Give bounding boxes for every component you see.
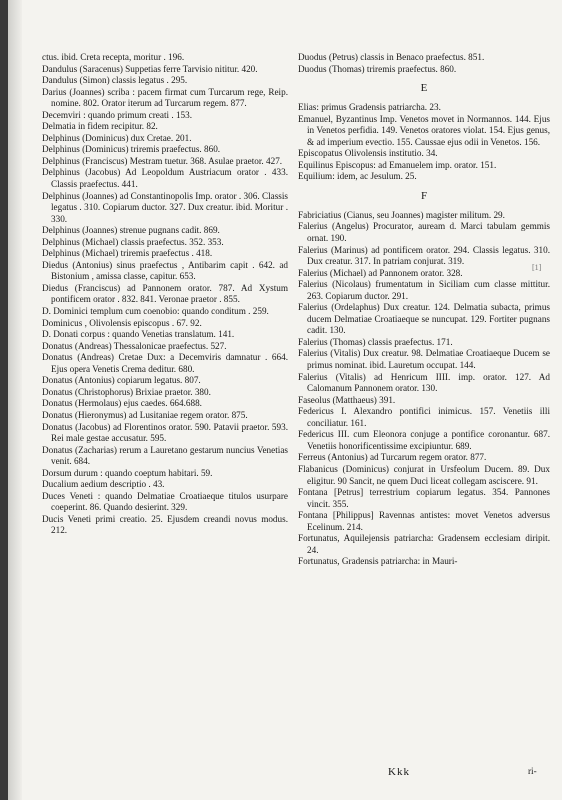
index-entry: Delphinus (Michael) classis praefectus. 352. 353. xyxy=(42,236,224,247)
index-entry: Decemviri : quando primum creati . 153. xyxy=(42,109,193,120)
index-entry: Delphinus (Michael) triremis praefectus . 418. xyxy=(42,248,213,259)
index-entry: Delphinus (Joannes) strenue pugnans cadit. 869. xyxy=(42,225,220,236)
index-entry: Fontana [Philippus] Ravennas antistes: movet Venetos adversus Ecelinum. 214. xyxy=(298,510,550,532)
index-entry: Federicus III. cum Eleonora conjuge a pontifice coronantur. 687. Venetiis honorificentissime excipiuntur. 689. xyxy=(298,429,550,451)
signature-mark: Kkk xyxy=(388,766,410,778)
index-entry: Delphinus (Jacobus) Ad Leopoldum Austriacum orator . 433. Classis praefectus. 441. xyxy=(42,167,288,190)
index-entry: Elias: primus Gradensis patriarcha. 23. xyxy=(298,102,441,113)
index-column-right xyxy=(298,52,550,568)
index-entry: Donatus (Jacobus) ad Florentinos orator. 590. Patavii praetor. 593. Rei male gestae accusatur. 595. xyxy=(42,421,288,444)
index-entry: Falerius (Angelus) Procurator, auream d. Marci tabulam gemmis ornat. 190. xyxy=(298,221,550,244)
catchword: ri- xyxy=(528,766,537,776)
index-entry: Dandulus (Saracenus) Suppetias ferre Tarvisio nititur. 420. xyxy=(42,63,258,74)
index-entry: Diedus (Antonius) sinus praefectus , Antibarim capit . 642. ad Bistonium , amissa classe, capitur. 653. xyxy=(42,259,288,282)
index-column-left xyxy=(42,52,288,537)
index-entry: Darius (Joannes) scriba : pacem firmat cum Turcarum rege, Reip. nomine. 802. Orator iterum ad Turcarum regem. 877. xyxy=(42,86,288,109)
index-entry: D. Donati corpus : quando Venetias translatum. 141. xyxy=(42,329,235,340)
index-entry: ctus. ibid. Creta recepta, moritur . 196. xyxy=(42,52,185,62)
index-entry: Ducalium aedium descriptio . 43. xyxy=(42,479,165,490)
index-entry: Equilium: idem, ac Jesulum. 25. xyxy=(298,171,417,182)
index-entry: Dandulus (Simon) classis legatus . 295. xyxy=(42,75,188,86)
index-entry: Ducis Veneti primi creatio. 25. Ejusdem creandi novus modus. 212. xyxy=(42,513,288,536)
index-entry: Duodus (Thomas) triremis praefectus. 860. xyxy=(298,63,457,74)
index-entry: Delphinus (Franciscus) Mestram tuetur. 368. Asulae praetor. 427. xyxy=(42,155,283,166)
index-entry: Equilinus Episcopus: ad Emanuelem imp. orator. 151. xyxy=(298,159,497,170)
index-entry: Delphinus (Joannes) ad Constantinopolis Imp. orator . 306. Classis legatus . 310. Copiarum ductor. 327. Dux creatur. ibid. Moritur . 330. xyxy=(42,190,288,224)
index-entry: Duces Veneti : quando Delmatiae Croatiaeque titulos usurpare coeperint. 86. Quando desierint. 329. xyxy=(42,490,288,513)
index-entry: Donatus (Christophorus) Brixiae praetor. 380. xyxy=(42,386,211,397)
index-entry: Delphinus (Dominicus) triremis praefectus. 860. xyxy=(42,144,221,155)
index-entry: Fontana [Petrus] terrestrium copiarum legatus. 354. Pannones vincit. 355. xyxy=(298,487,550,509)
index-entry: Dominicus , Olivolensis episcopus . 67. 92. xyxy=(42,317,202,328)
index-entry: Federicus I. Alexandro pontifici inimicus. 157. Venetiis illi conciliatur. 161. xyxy=(298,406,550,428)
index-entry: Delphinus (Dominicus) dux Cretae. 201. xyxy=(42,132,192,143)
index-entry: Donatus (Andreas) Cretae Dux: a Decemviris damnatur . 664. Ejus opera Venetis Crema deditur. 680. xyxy=(42,352,288,374)
index-entry: Falerius (Vitalis) Dux creatur. 98. Delmatiae Croatiaeque Ducem se primus nominat. ibid. Lauretum occupat. 144. xyxy=(298,348,550,371)
index-entry: Falerius (Vitalis) ad Henricum IIII. imp. orator. 127. Ad Calomanum Pannonem orator. 130. xyxy=(298,371,550,394)
index-entry: Donatus (Hieronymus) ad Lusitaniae regem orator. 875. xyxy=(42,409,248,420)
index-entry: Donatus (Zacharias) rerum a Lauretano gestarum nuncius Venetias venit. 684. xyxy=(42,444,288,467)
index-entry: Falerius (Marinus) ad pontificem orator. 294. Classis legatus. 310. Dux creatur. 317. In patriam conjurat. 319. xyxy=(298,244,550,267)
book-page xyxy=(8,0,562,800)
section-letter-f: F xyxy=(420,189,428,202)
index-entry: Faseolus (Matthaeus) 391. xyxy=(298,394,396,405)
index-entry: Dorsum durum : quando coeptum habitari. 59. xyxy=(42,467,213,478)
index-entry: Fortunatus, Aquilejensis patriarcha: Gradensem ecclesiam diripit. 24. xyxy=(298,533,550,555)
index-entry: Flabanicus (Dominicus) conjurat in Ursfeolum Ducem. 89. Dux eligitur. 90 Sancit, ne quem Duci liceat collegam asciscere. 91. xyxy=(298,463,550,486)
index-entry: Donatus (Antonius) copiarum legatus. 807. xyxy=(42,375,201,386)
page-spine xyxy=(8,0,22,800)
index-entry: Donatus (Hermolaus) ejus caedes. 664.688. xyxy=(42,398,202,409)
index-entry: Falerius (Nicolaus) frumentatum in Siciliam cum classe mittitur. 263. Copiarum ductor. 291. xyxy=(298,279,550,301)
index-entry: Fabriciatius (Cianus, seu Joannes) magister militum. 29. xyxy=(298,209,505,220)
index-group-f xyxy=(298,210,550,568)
index-entry: Falerius (Michael) ad Pannonem orator. 328. xyxy=(298,267,463,278)
index-entry: Episcopatus Olivolensis institutio. 34. xyxy=(298,148,438,159)
index-entry: D. Dominici templum cum coenobio: quando conditum . 259. xyxy=(42,306,269,317)
index-entry: Falerius (Thomas) classis praefectus. 171. xyxy=(298,336,453,347)
index-entry: Delmatia in fidem recipitur. 82. xyxy=(42,121,158,132)
index-entry: Fortunatus, Gradensis patriarcha: in Mauri- xyxy=(298,556,458,567)
index-group-e xyxy=(298,102,550,183)
index-entry: Diedus (Franciscus) ad Pannonem orator. 787. Ad Xystum pontificem orator . 832. 841. Veronae praetor . 855. xyxy=(42,282,288,305)
section-letter-e: E xyxy=(420,82,428,95)
index-entry: Ferreus (Antonius) ad Turcarum regem orator. 877. xyxy=(298,452,487,463)
margin-bracket-mark: [1] xyxy=(532,263,542,272)
index-entry: Donatus (Andreas) Thessalonicae praefectus. 527. xyxy=(42,340,227,351)
index-entry: Duodus (Petrus) classis in Benaco praefectus. 851. xyxy=(298,52,485,62)
index-entry: Emanuel, Byzantinus Imp. Venetos movet in Normannos. 144. Ejus in Venetos perfidia. 149. Venetos oratores violat. 154. Ejus genus, & ad imperium evectio. 155. Caussae ejus odii in Venetos. 156. xyxy=(298,113,550,147)
index-group-d-continued xyxy=(298,52,550,75)
index-entry: Falerius (Ordelaphus) Dux creatur. 124. Delmatia subacta, primus ducem Delmatiae Croatiaeque se nuncupat. 129. Fortiter pugnans cadit. 130. xyxy=(298,302,550,336)
